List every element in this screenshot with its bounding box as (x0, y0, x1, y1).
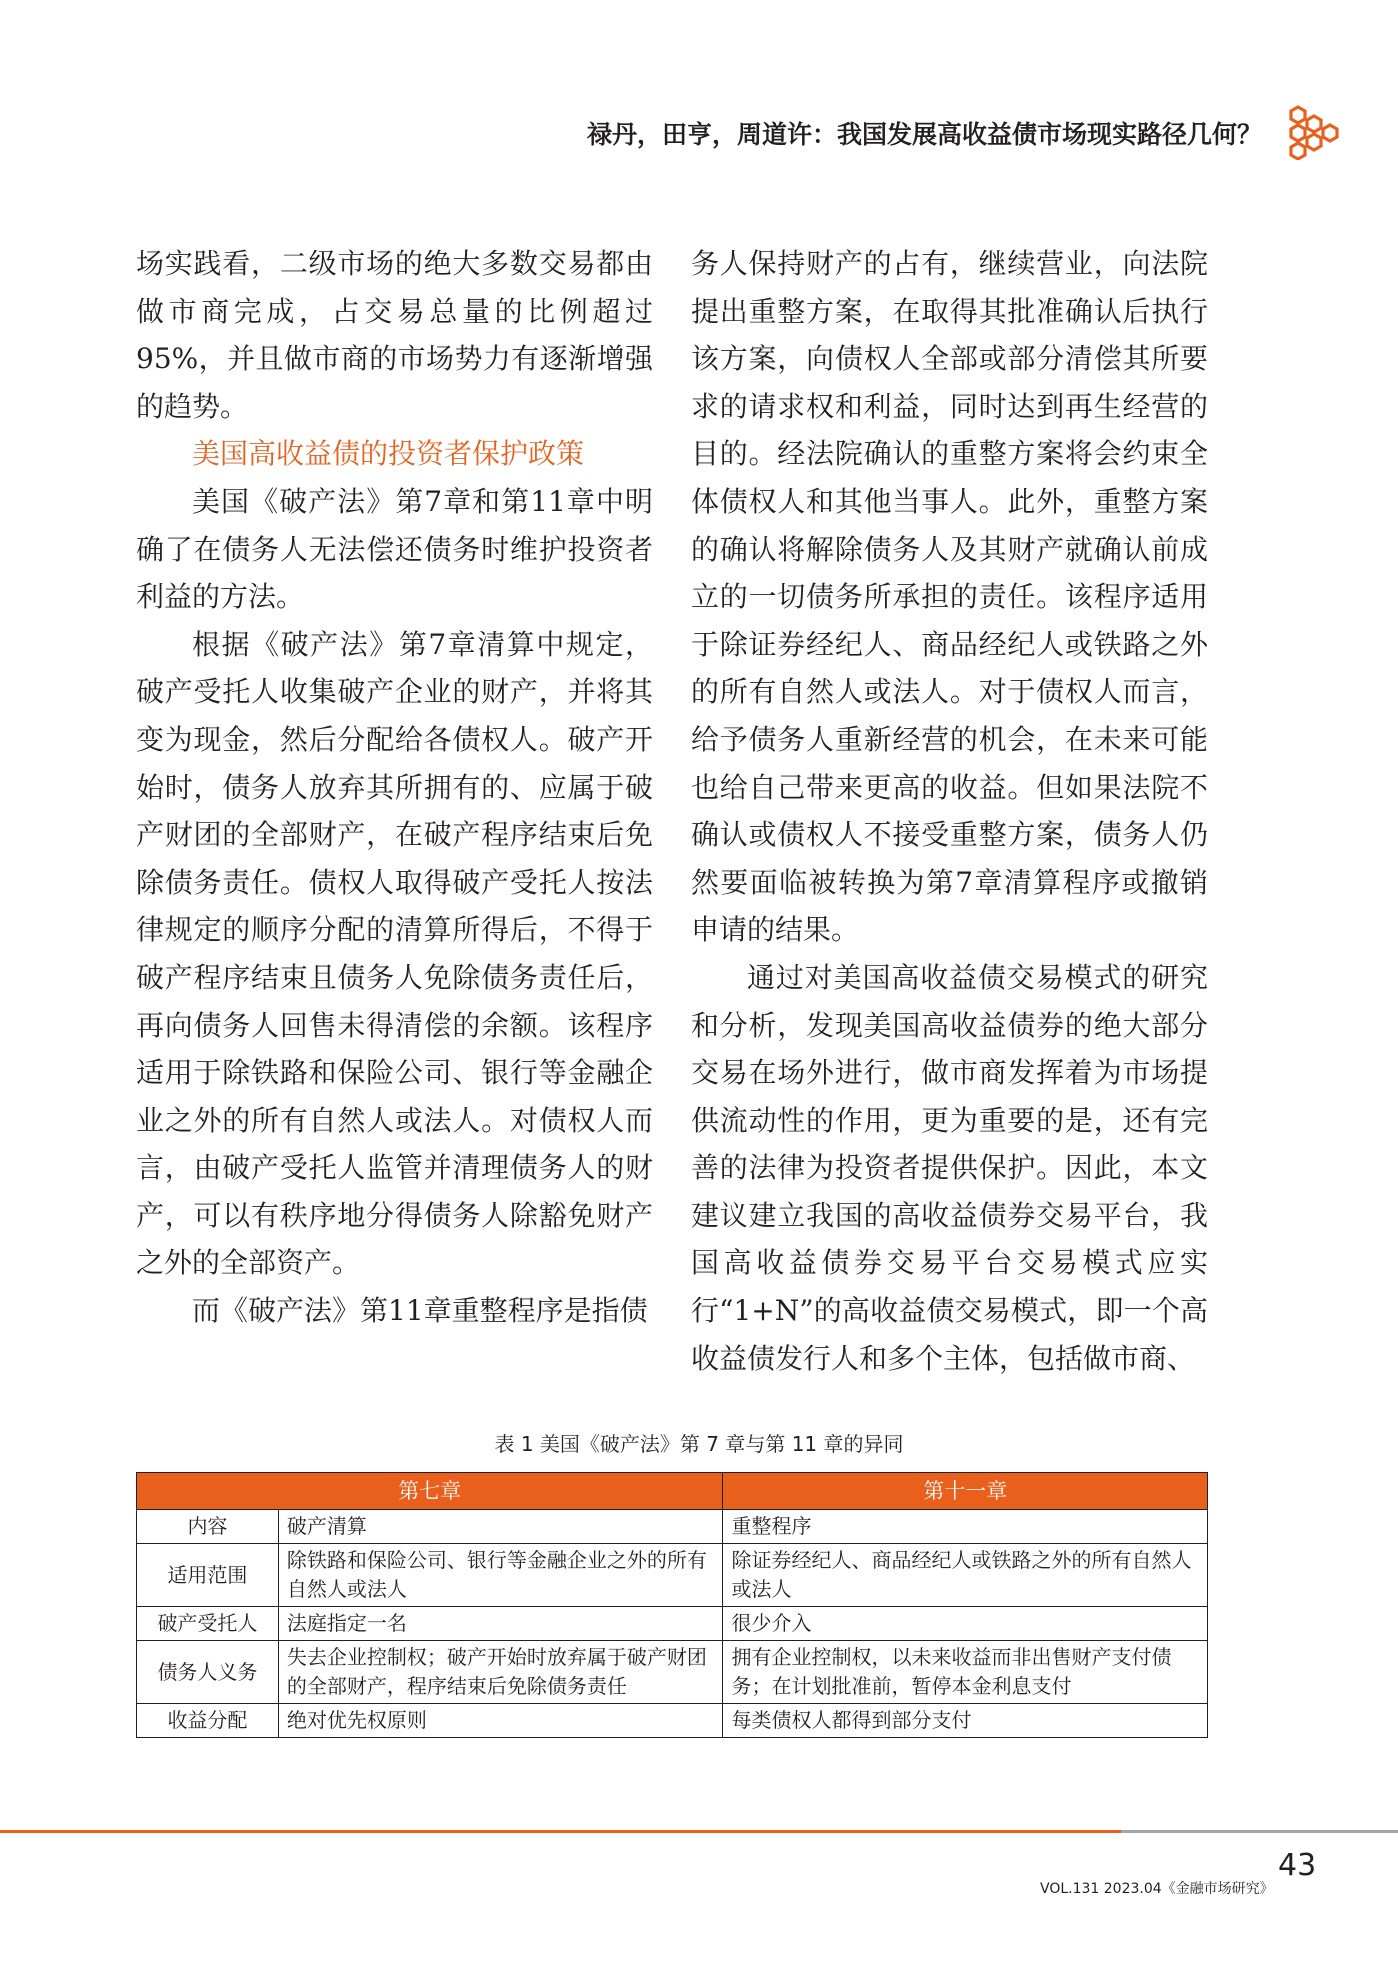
chapter-7-cell: 失去企业控制权；破产开始时放弃属于破产财团的全部财产，程序结束后免除债务责任 (278, 1641, 723, 1704)
section-heading: 美国高收益债的投资者保护政策 (192, 437, 585, 471)
page-number: 43 (1278, 1848, 1317, 1883)
paragraph: 务人保持财产的占有，继续营业，向法院提出重整方案，在取得其批准确认后执行该方案，向债权人全部或部分清偿其所要求的请求权和利益，同时达到再生经营的目的。经法院确认的重整方案将会约束全体债权人和其他当事人。此外，重整方案的确认将解除债务人及其财产就确认前成立的一切债务所承担的责任。该程序适用于除证券经纪人、商品经纪人或铁路之外的所有自然人或法人。对于债权人而言，给予债务人重新经营的机会，在未来可能也给自己带来更高的收益。但如果法院不确认或债权人不接受重整方案，债务人仍然要面临被转换为第7章清算程序或撤销申请的结果。 (691, 247, 1208, 947)
chapter-11-cell: 每类债权人都得到部分支付 (723, 1704, 1208, 1738)
hexagon-cluster-logo (1286, 104, 1342, 160)
table-header-row (137, 1473, 1208, 1510)
row-label: 收益分配 (137, 1704, 279, 1738)
paragraph: 场实践看，二级市场的绝大多数交易都由做市商完成，占交易总量的比例超过95%，并且做市商的市场势力有逐渐增强的趋势。 (136, 247, 653, 423)
table-caption: 表 1 美国《破产法》第 7 章与第 11 章的异同 (494, 1432, 904, 1456)
table-row (137, 1641, 1208, 1704)
paragraph: 根据《破产法》第7章清算中规定，破产受托人收集破产企业的财产，并将其变为现金，然后分配给各债权人。破产开始时，债务人放弃其所拥有的、应属于破产财团的全部财产，在破产程序结束后免除债务责任。债权人取得破产受托人按法律规定的顺序分配的清算所得后，不得于破产程序结束且债务人免除债务责任后，再向债务人回售未得清偿的余额。该程序适用于除铁路和保险公司、银行等金融企业之外的所有自然人或法人。对债权人而言，由破产受托人监管并清理债务人的财产，可以有秩序地分得债务人除豁免财产之外的全部资产。 (136, 627, 653, 1280)
chapter-7-cell: 法庭指定一名 (278, 1607, 723, 1641)
header-chapter-7: 第七章 (137, 1473, 723, 1510)
chapter-7-cell: 除铁路和保险公司、银行等金融企业之外的所有自然人或法人 (278, 1544, 723, 1607)
journal-info: VOL.131 2023.04《金融市场研究》 (1040, 1881, 1274, 1897)
footer-divider (0, 1830, 1121, 1833)
chapter-7-cell: 破产清算 (278, 1510, 723, 1544)
row-label: 债务人义务 (137, 1641, 279, 1704)
running-header-title: 禄丹，田亨，周道许：我国发展高收益债市场现实路径几何？ (586, 120, 1262, 149)
chapter-11-cell: 重整程序 (723, 1510, 1208, 1544)
chapter-11-cell: 拥有企业控制权，以未来收益而非出售财产支付债务；在计划批准前，暂停本金利息支付 (723, 1641, 1208, 1704)
paragraph: 而《破产法》第11章重整程序是指债 (192, 1294, 648, 1328)
table-row (137, 1510, 1208, 1544)
paragraph: 通过对美国高收益债交易模式的研究和分析，发现美国高收益债券的绝大部分交易在场外进行，做市商发挥着为市场提供流动性的作用，更为重要的是，还有完善的法律为投资者提供保护。因此，本文建议建立我国的高收益债券交易平台，我国高收益债券交易平台交易模式应实行“1+N”的高收益债交易模式，即一个高收益债发行人和多个主体，包括做市商、 (691, 960, 1208, 1375)
article-left-column (136, 240, 653, 1335)
row-label: 适用范围 (137, 1544, 279, 1607)
header-chapter-11: 第十一章 (723, 1473, 1208, 1510)
row-label: 破产受托人 (137, 1607, 279, 1641)
table-row (137, 1607, 1208, 1641)
table-row (137, 1544, 1208, 1607)
footer-divider-gray (1121, 1830, 1398, 1833)
table-row (137, 1704, 1208, 1738)
chapter-11-cell: 除证券经纪人、商品经纪人或铁路之外的所有自然人或法人 (723, 1544, 1208, 1607)
row-label: 内容 (137, 1510, 279, 1544)
paragraph: 美国《破产法》第7章和第11章中明确了在债务人无法偿还债务时维护投资者利益的方法。 (136, 484, 653, 614)
chapter-7-cell: 绝对优先权原则 (278, 1704, 723, 1738)
chapter-11-cell: 很少介入 (723, 1607, 1208, 1641)
comparison-table (136, 1472, 1208, 1738)
article-right-column (691, 240, 1208, 1382)
